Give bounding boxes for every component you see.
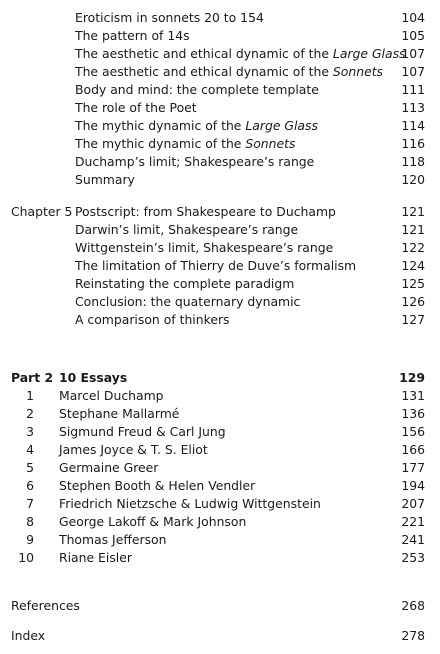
essay-page: 177 xyxy=(401,460,425,475)
essay-entry xyxy=(0,549,440,567)
chapter-page: 121 xyxy=(401,204,425,219)
essay-title: Germaine Greer xyxy=(59,460,159,475)
essay-entry xyxy=(0,477,440,495)
entry-page: 116 xyxy=(401,136,425,151)
entry-title: Duchamp’s limit; Shakespeare’s range xyxy=(75,154,315,169)
entry-title: Wittgenstein’s limit, Shakespeare’s range xyxy=(75,240,334,255)
toc-entry xyxy=(0,275,440,293)
essay-number: 9 xyxy=(26,532,34,547)
entry-page: 125 xyxy=(401,276,425,291)
essay-entry xyxy=(0,513,440,531)
entry-page: 113 xyxy=(401,100,425,115)
entry-page: 124 xyxy=(401,258,425,273)
entry-title: Body and mind: the complete template xyxy=(75,82,319,97)
essay-title: Friedrich Nietzsche & Ludwig Wittgenstein xyxy=(59,496,321,511)
entry-title-text: The mythic dynamic of the xyxy=(75,136,246,151)
entry-page: 107 xyxy=(401,46,425,61)
entry-page: 105 xyxy=(401,28,425,43)
entry-page: 120 xyxy=(401,172,425,187)
toc-entry xyxy=(0,293,440,311)
entry-page: 111 xyxy=(401,82,425,97)
entry-title: Conclusion: the quaternary dynamic xyxy=(75,294,301,309)
essay-number: 8 xyxy=(26,514,34,529)
essay-page: 136 xyxy=(401,406,425,421)
essay-number: 6 xyxy=(26,478,34,493)
entry-page: 127 xyxy=(401,312,425,327)
entry-page: 278 xyxy=(401,628,425,643)
entry-page: 121 xyxy=(401,222,425,237)
chapter-label: Chapter 5 xyxy=(11,204,73,219)
entry-title: Darwin’s limit, Shakespeare’s range xyxy=(75,222,299,237)
entry-page: 122 xyxy=(401,240,425,255)
entry-title-text: The aesthetic and ethical dynamic of the xyxy=(75,46,333,61)
entry-page: 268 xyxy=(401,598,425,613)
essay-title: James Joyce & T. S. Eliot xyxy=(59,442,208,457)
references-entry xyxy=(0,597,440,615)
essay-entry xyxy=(0,531,440,549)
toc-entry xyxy=(0,81,440,99)
entry-title xyxy=(75,45,406,63)
entry-title: Eroticism in sonnets 20 to 154 xyxy=(75,10,264,25)
part-label: Part 2 xyxy=(11,370,54,385)
essay-number: 5 xyxy=(26,460,34,475)
entry-title xyxy=(75,135,295,153)
entry-title-italic: Sonnets xyxy=(332,64,384,79)
entry-title-italic: Large Glass xyxy=(245,118,318,133)
entry-title xyxy=(75,117,318,135)
essay-page: 207 xyxy=(401,496,425,511)
essay-title: Stephen Booth & Helen Vendler xyxy=(59,478,256,493)
essay-page: 221 xyxy=(401,514,425,529)
essay-page: 131 xyxy=(401,388,425,403)
index-entry xyxy=(0,627,440,645)
essay-number: 3 xyxy=(26,424,34,439)
entry-title: Summary xyxy=(75,172,135,187)
toc-entry xyxy=(0,257,440,275)
essay-entry xyxy=(0,423,440,441)
chapter-heading xyxy=(0,203,440,221)
toc-entry xyxy=(0,135,440,153)
part-title: 10 Essays xyxy=(59,370,128,385)
essay-entry xyxy=(0,495,440,513)
entry-title: References xyxy=(11,598,80,613)
entry-title-italic: Large Glass xyxy=(332,46,406,61)
entry-page: 126 xyxy=(401,294,425,309)
essay-entry xyxy=(0,387,440,405)
toc-entry xyxy=(0,45,440,63)
essay-number: 2 xyxy=(26,406,34,421)
toc-entry xyxy=(0,63,440,81)
toc-entry xyxy=(0,311,440,329)
essay-title: Marcel Duchamp xyxy=(59,388,164,403)
toc-entry xyxy=(0,239,440,257)
essay-title: Sigmund Freud & Carl Jung xyxy=(59,424,226,439)
essay-title: Riane Eisler xyxy=(59,550,132,565)
entry-title-italic: Sonnets xyxy=(245,136,296,151)
entry-title: The role of the Poet xyxy=(75,100,197,115)
entry-page: 107 xyxy=(401,64,425,79)
essay-page: 156 xyxy=(401,424,425,439)
entry-page: 114 xyxy=(401,118,425,133)
entry-title: The limitation of Thierry de Duve’s formalism xyxy=(75,258,357,273)
part-heading xyxy=(0,369,440,387)
toc-entry xyxy=(0,171,440,189)
part-page: 129 xyxy=(399,370,425,385)
essay-entry xyxy=(0,459,440,477)
essay-title: Stephane Mallarmé xyxy=(59,406,180,421)
entry-title: Reinstating the complete paradigm xyxy=(75,276,295,291)
essay-page: 166 xyxy=(401,442,425,457)
essay-number: 7 xyxy=(26,496,34,511)
entry-title: The pattern of 14s xyxy=(75,28,190,43)
essay-page: 241 xyxy=(401,532,425,547)
essay-page: 253 xyxy=(401,550,425,565)
toc-entry xyxy=(0,221,440,239)
entry-title-text: The aesthetic and ethical dynamic of the xyxy=(75,64,333,79)
entry-page: 104 xyxy=(401,10,425,25)
essay-number: 10 xyxy=(18,550,34,565)
essay-page: 194 xyxy=(401,478,425,493)
essay-number: 1 xyxy=(26,388,34,403)
toc-entry xyxy=(0,153,440,171)
entry-title: Index xyxy=(11,628,46,643)
toc-entry xyxy=(0,27,440,45)
essay-entry xyxy=(0,441,440,459)
essay-title: Thomas Jefferson xyxy=(59,532,167,547)
chapter-title: Postscript: from Shakespeare to Duchamp xyxy=(75,204,336,219)
toc-entry xyxy=(0,117,440,135)
essay-number: 4 xyxy=(26,442,34,457)
entry-title: A comparison of thinkers xyxy=(75,312,230,327)
entry-page: 118 xyxy=(401,154,425,169)
entry-title-text: The mythic dynamic of the xyxy=(75,118,246,133)
essay-entry xyxy=(0,405,440,423)
toc-entry xyxy=(0,9,440,27)
toc-entry xyxy=(0,99,440,117)
essay-title: George Lakoff & Mark Johnson xyxy=(59,514,247,529)
entry-title xyxy=(75,63,383,81)
